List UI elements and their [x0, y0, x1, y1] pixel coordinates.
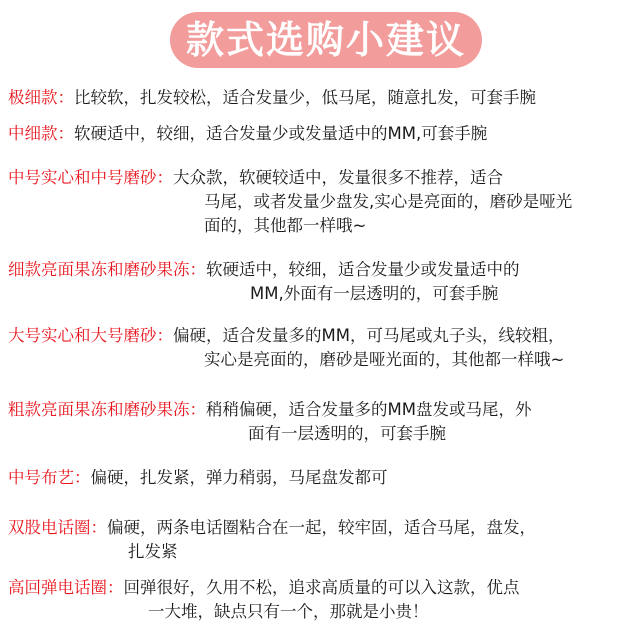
entry-text: 大众款，软硬较适中，发量很多不推荐，适合	[173, 168, 503, 187]
entry-label: 细款亮面果冻和磨砂果冻：	[8, 260, 206, 279]
entry-text: 比较软，扎发较松，适合发量少，低马尾，随意扎发，可套手腕	[74, 88, 536, 107]
entry-text: 一大堆，缺点只有一个，那就是小贵！	[148, 602, 429, 621]
entry-text: 软硬适中，较细，适合发量少或发量适中的	[206, 260, 520, 279]
entry-large-solid-frosted	[8, 324, 634, 372]
entry-high-rebound-coil	[8, 576, 634, 624]
entry-text: 回弹很好，久用不松，追求高质量的可以入这款，优点	[123, 578, 520, 597]
entry-text: 偏硬，两条电话圈粘合在一起，较牢固，适合马尾，盘发，	[107, 518, 536, 537]
entry-label: 高回弹电话圈：	[8, 578, 124, 597]
entry-text: 实心是亮面的，磨砂是哑光面的，其他都一样哦~	[204, 350, 565, 369]
entry-label: 中号实心和中号磨砂：	[8, 168, 173, 187]
entry-text: 软硬适中，较细，适合发量少或发量适中的MM,可套手腕	[74, 124, 488, 143]
entry-label: 大号实心和大号磨砂：	[8, 326, 173, 345]
entry-label: 极细款：	[8, 88, 74, 107]
entry-medium-solid-frosted	[8, 166, 634, 238]
entry-medium-fabric	[8, 466, 634, 490]
entry-label: 中号布艺：	[8, 468, 91, 487]
entry-label: 中细款：	[8, 124, 74, 143]
entry-text: 偏硬，扎发紧，弹力稍弱，马尾盘发都可	[90, 468, 388, 487]
entry-label: 粗款亮面果冻和磨砂果冻：	[8, 400, 206, 419]
entry-medium-thin	[8, 122, 634, 146]
title-banner	[170, 12, 482, 68]
entry-text: 面的，其他都一样哦~	[204, 216, 367, 235]
entry-text: 偏硬，适合发量多的MM，可马尾或丸子头，线较粗，	[173, 326, 565, 345]
entry-text: 扎发紧	[128, 542, 178, 561]
entry-text: 面有一层透明的，可套手腕	[248, 424, 446, 443]
entry-text: 马尾，或者发量少盘发,实心是亮面的，磨砂是哑光	[204, 192, 573, 211]
entry-text: MM,外面有一层透明的，可套手腕	[250, 284, 499, 303]
entry-thick-jelly	[8, 398, 634, 446]
entry-label: 双股电话圈：	[8, 518, 107, 537]
page-title: 款式选购小建议	[185, 18, 466, 62]
entry-double-coil	[8, 516, 634, 564]
entry-text: 稍稍偏硬，适合发量多的MM盘发或马尾，外	[206, 400, 532, 419]
entry-extra-thin	[8, 86, 634, 110]
entry-thin-jelly	[8, 258, 634, 306]
